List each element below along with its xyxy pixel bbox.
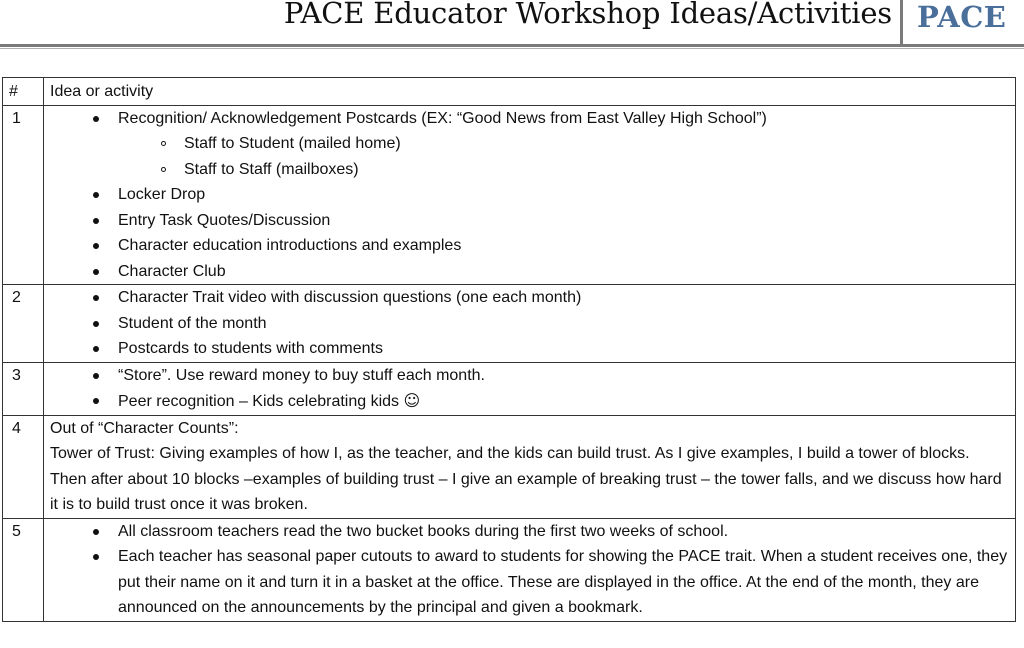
column-header-idea: Idea or activity xyxy=(44,78,1016,106)
row-number: 5 xyxy=(3,518,44,621)
list-item: Each teacher has seasonal paper cutouts to award to students for showing the PACE trait. When a student receives one, they put their name on it and turn it in a basket at the office. These are displayed in the office. At the end of the month, they are announced on the announcements by the principal and given a bookmark. xyxy=(50,544,1009,621)
row-content xyxy=(44,105,1016,285)
bullet-list xyxy=(50,519,1009,621)
column-header-number: # xyxy=(3,78,44,106)
sub-list-item: Staff to Student (mailed home) xyxy=(50,131,1009,157)
row-number: 3 xyxy=(3,362,44,415)
logo-box xyxy=(900,0,1024,46)
row-number: 2 xyxy=(3,285,44,363)
table-row xyxy=(3,362,1016,415)
row-content xyxy=(44,518,1016,621)
document-header xyxy=(0,0,1024,50)
header-rule xyxy=(0,44,1024,47)
list-item: All classroom teachers read the two bucket books during the first two weeks of school. xyxy=(50,519,1009,545)
list-item: “Store”. Use reward money to buy stuff each month. xyxy=(50,363,1009,389)
pace-logo: PACE xyxy=(917,0,1007,34)
table-row xyxy=(3,415,1016,518)
list-item: Entry Task Quotes/Discussion xyxy=(50,208,1009,234)
bullet-list xyxy=(50,285,1009,362)
header-rule-thin xyxy=(0,48,1024,49)
row-content xyxy=(44,285,1016,363)
list-item xyxy=(50,388,1009,415)
row-content xyxy=(44,362,1016,415)
bullet-list xyxy=(50,363,1009,415)
table-row xyxy=(3,518,1016,621)
list-item: Character Trait video with discussion questions (one each month) xyxy=(50,285,1009,311)
smiley-icon: ☺ xyxy=(403,391,421,410)
table-row xyxy=(3,105,1016,285)
table-header-row xyxy=(3,78,1016,106)
row-number: 4 xyxy=(3,415,44,518)
table-row xyxy=(3,285,1016,363)
list-item-text: Peer recognition – Kids celebrating kids xyxy=(118,393,400,410)
sub-list-item: Staff to Staff (mailboxes) xyxy=(50,157,1009,183)
list-item: Recognition/ Acknowledgement Postcards (EX: “Good News from East Valley High School”) xyxy=(50,106,1009,132)
bullet-list xyxy=(50,106,1009,285)
list-item: Character education introductions and examples xyxy=(50,233,1009,259)
activities-table xyxy=(2,77,1016,622)
list-item: Character Club xyxy=(50,259,1009,285)
row-content xyxy=(44,415,1016,518)
list-item: Postcards to students with comments xyxy=(50,336,1009,362)
document-title: PACE Educator Workshop Ideas/Activities xyxy=(283,0,892,30)
list-item: Student of the month xyxy=(50,311,1009,337)
list-item: Locker Drop xyxy=(50,182,1009,208)
paragraph-source: Out of “Character Counts”: xyxy=(50,419,239,437)
row-number: 1 xyxy=(3,105,44,285)
paragraph-tower-of-trust: Tower of Trust: Giving examples of how I, as the teacher, and the kids can build trust. As I give examples, I build a tower of blocks. Then after about 10 blocks –examples of building trust – I give an example of breaking trust – the tower falls, and we discuss how hard it is to build trust once it was broken. xyxy=(50,445,1002,513)
